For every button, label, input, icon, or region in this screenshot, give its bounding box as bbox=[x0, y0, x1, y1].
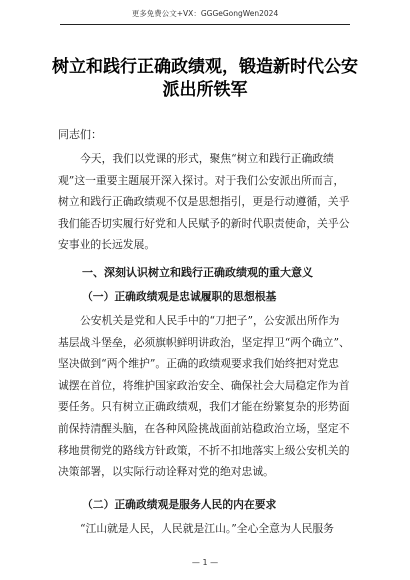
subsection-heading-2: （二）正确政绩观是服务人民的内在要求 bbox=[82, 498, 277, 511]
paragraph-line: 公安机关是党和人民手中的“刀把子”，公安派出所作为 bbox=[80, 314, 340, 327]
intro-line: 观”这一重要主题展开深入探讨。对于我们公安派出所而言， bbox=[58, 173, 345, 187]
section-1-paragraph bbox=[58, 310, 352, 483]
paragraph-line: 基层战斗堡垒，必须旗帜鲜明讲政治，坚定捍卫“两个确立”、 bbox=[58, 335, 350, 349]
paragraph-line: 前保持清醒头脑，在各种风险挑战面前站稳政治立场，坚定不 bbox=[58, 421, 350, 435]
intro-paragraph bbox=[58, 148, 352, 256]
greeting: 同志们： bbox=[58, 128, 102, 141]
title-line-2: 派出所铁军 bbox=[162, 80, 248, 100]
intro-line: 我们能否切实履行好党和人民赋予的新时代职责使命，关乎公 bbox=[58, 216, 350, 230]
paragraph-line: 要任务。只有树立正确政绩观，我们才能在纷繁复杂的形势面 bbox=[58, 400, 350, 414]
paragraph-line: 决策部署，以实际行动诠释对党的绝对忠诚。 bbox=[58, 465, 274, 479]
paragraph-line: 诚摆在首位，将维护国家政治安全、确保社会大局稳定作为首 bbox=[58, 378, 350, 392]
page-number: — 1 — bbox=[191, 558, 219, 567]
intro-line: 树立和践行正确政绩观不仅是思想指引，更是行动遵循，关乎 bbox=[58, 195, 350, 209]
document-title bbox=[52, 56, 358, 102]
paragraph-line: “江山就是人民，人民就是江山。”全心全意为人民服务 bbox=[80, 522, 334, 535]
title-line-1: 树立和践行正确政绩观，锻造新时代公安 bbox=[52, 57, 358, 77]
header-divider bbox=[60, 24, 350, 25]
paragraph-line: 移地贯彻党的路线方针政策，不折不扣地落实上级公安机关的 bbox=[58, 443, 350, 457]
intro-line: 安事业的长远发展。 bbox=[58, 238, 156, 252]
paragraph-line: 坚决做到“两个维护”。正确的政绩观要求我们始终把对党忠 bbox=[58, 357, 339, 371]
section-2-paragraph bbox=[58, 518, 352, 540]
subsection-heading-1: （一）正确政绩观是忠诚履职的思想根基 bbox=[82, 290, 277, 303]
page-header: 更多免费公文+VX：GGGeGongWen2024 bbox=[131, 9, 279, 18]
intro-line: 今天，我们以党课的形式，聚焦“树立和践行正确政绩 bbox=[80, 152, 334, 165]
section-heading-1: 一、深刻认识树立和践行正确政绩观的重大意义 bbox=[82, 266, 313, 279]
